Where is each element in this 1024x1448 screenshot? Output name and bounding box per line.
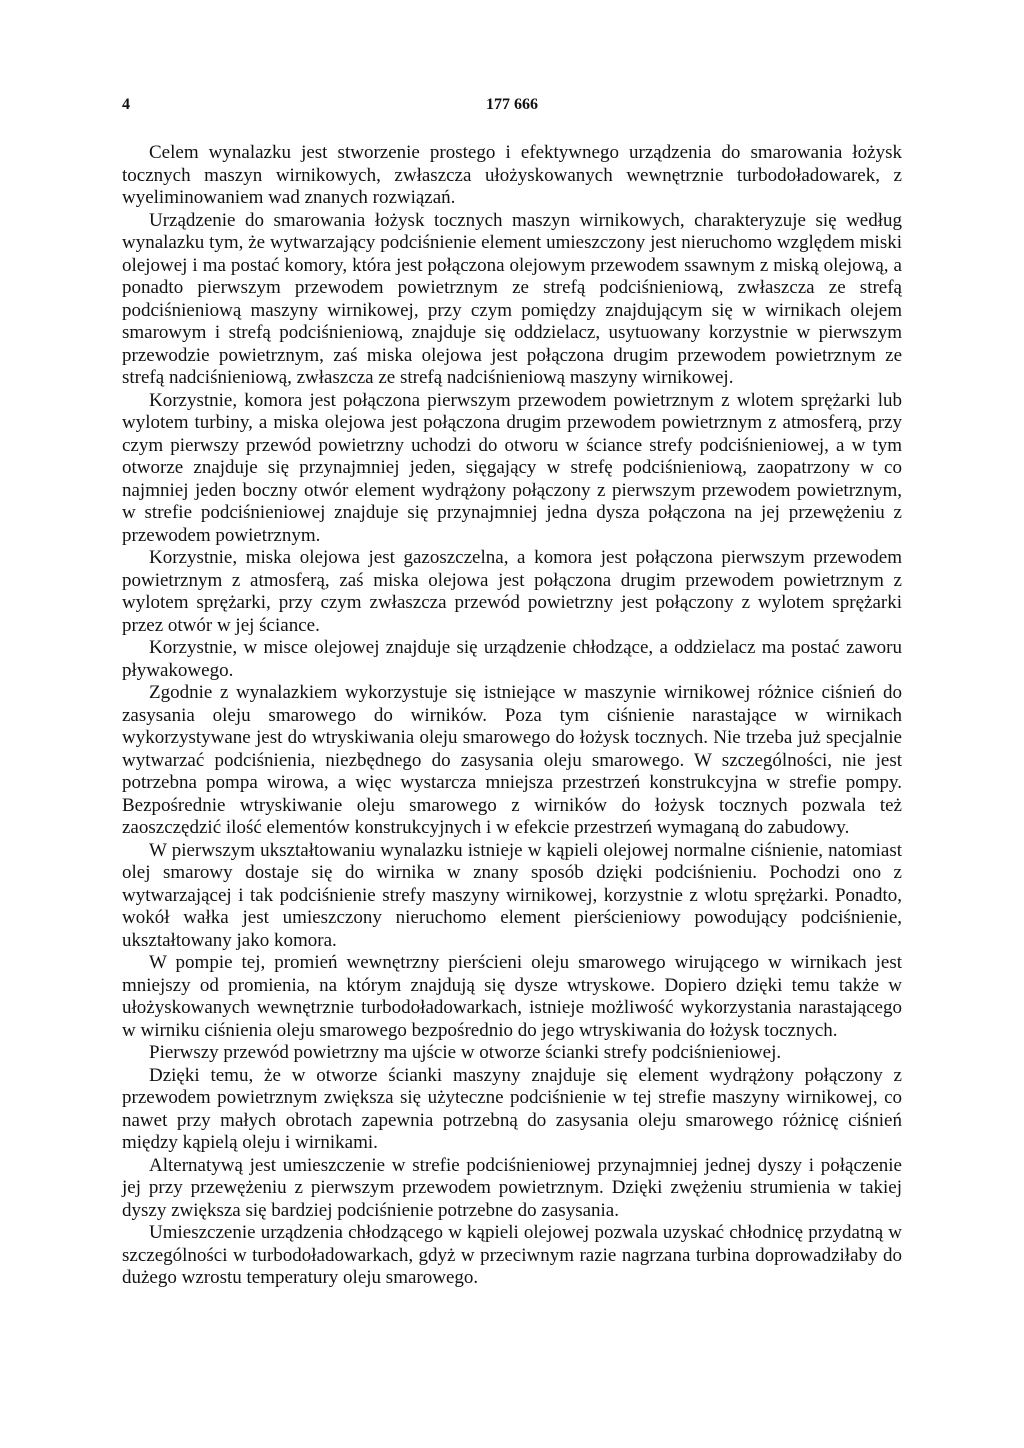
paragraph-8: W pompie tej, promień wewnętrzny pierścieni oleju smarowego wirującego w wirnikach jest mniejszy od promienia, na którym znajdują się dysze wtryskowe. Dopiero dzięki temu także w ułożyskowanych wewnętrznie turbodoładowarkach, istnieje możliwość wykorzystania narastającego w wirniku ciśnienia oleju smarowego bezpośrednio do jego wtryskiwania do łożysk tocznych. — [122, 952, 902, 1041]
paragraph-5: Korzystnie, w misce olejowej znajduje się urządzenie chłodzące, a oddzielacz ma postać zaworu pływakowego. — [122, 637, 902, 681]
paragraph-9: Pierwszy przewód powietrzny ma ujście w otworze ścianki strefy podciśnieniowej. — [149, 1042, 782, 1063]
paragraph-6: Zgodnie z wynalazkiem wykorzystuje się istniejące w maszynie wirnikowej różnice ciśnień do zasysania oleju smarowego do wirników. Poza tym ciśnienie narastające w wirnikach wykorzystywane jest do wtryskiwania oleju smarowego do łożysk tocznych. Nie trzeba już specjalnie wytwarzać podciśnienia, niezbędnego do zasysania oleju smarowego. W szczególności, nie jest potrzebna pompa wirowa, a więc wystarcza mniejsza przestrzeń konstrukcyjna w strefie pompy. Bezpośrednie wtryskiwanie oleju smarowego z wirników do łożysk tocznych pozwala też zaoszczędzić ilość elementów konstrukcyjnych i w efekcie przestrzeń wymaganą do zabudowy. — [122, 682, 902, 838]
paragraph-12: Umieszczenie urządzenia chłodzącego w kąpieli olejowej pozwala uzyskać chłodnicę przydatną w szczególności w turbodoładowarkach, gdyż w przeciwnym razie nagrzana turbina doprowadziłaby do dużego wzrostu temperatury oleju smarowego. — [122, 1222, 902, 1288]
paragraph-4: Korzystnie, miska olejowa jest gazoszczelna, a komora jest połączona pierwszym przewodem powietrznym z atmosferą, zaś miska olejowa jest połączona drugim przewodem powietrznym z wylotem sprężarki, przy czym zwłaszcza przewód powietrzny jest połączony z wylotem sprężarki przez otwór w jej ściance. — [122, 547, 902, 636]
document-body — [122, 142, 902, 1290]
paragraph-11: Alternatywą jest umieszczenie w strefie podciśnieniowej przynajmniej jednej dyszy i połączenie jej przy przewężeniu z pierwszym przewodem powietrznym. Dzięki zwężeniu strumienia w takiej dyszy zwiększa się bardziej podciśnienie potrzebne do zasysania. — [122, 1154, 902, 1221]
page-header — [122, 96, 902, 120]
document-number: 177 666 — [486, 96, 538, 113]
paragraph-1: Celem wynalazku jest stworzenie prostego i efektywnego urządzenia do smarowania łożysk tocznych maszyn wirnikowych, zwłaszcza ułożyskowanych wewnętrznie turbodoładowarek, z wyeliminowaniem wad znanych rozwiązań. — [122, 142, 902, 208]
paragraph-3: Korzystnie, komora jest połączona pierwszym przewodem powietrznym z wlotem sprężarki lub wylotem turbiny, a miska olejowa jest połączona drugim przewodem powietrznym z atmosferą, przy czym pierwszy przewód powietrzny uchodzi do otworu w ściance strefy podciśnieniowej, a w tym otworze znajduje się przynajmniej jeden, sięgający w strefę podciśnieniową, zaopatrzony w co najmniej jeden boczny otwór element wydrążony połączony z pierwszym przewodem powietrznym, w strefie podciśnieniowej znajduje się przynajmniej jedna dysza połączona na jej przewężeniu z przewodem powietrznym. — [122, 389, 902, 546]
paragraph-2: Urządzenie do smarowania łożysk tocznych maszyn wirnikowych, charakteryzuje się według wynalazku tym, że wytwarzający podciśnienie element umieszczony jest nieruchomo względem miski olejowej i ma postać komory, która jest połączona olejowym przewodem ssawnym z miską olejową, a ponadto pierwszym przewodem powietrznym ze strefą podciśnieniową, zwłaszcza ze strefą podciśnieniową maszyny wirnikowej, przy czym pomiędzy znajdującym się w wirnikach olejem smarowym i strefą podciśnieniową, znajduje się oddzielacz, usytuowany korzystnie w pierwszym przewodzie powietrznym, zaś miska olejowa jest połączona drugim przewodem powietrznym ze strefą nadciśnieniową, zwłaszcza ze strefą nadciśnieniową maszyny wirnikowej. — [122, 209, 902, 388]
paragraph-10: Dzięki temu, że w otworze ścianki maszyny znajduje się element wydrążony połączony z przewodem powietrznym zwiększa się użyteczne podciśnienie w tej strefie maszyny wirnikowej, co nawet przy małych obrotach zapewnia potrzebną do zasysania oleju smarowego różnicę ciśnień między kąpielą oleju i wirnikami. — [122, 1064, 902, 1153]
page-number: 4 — [122, 96, 130, 113]
paragraph-7: W pierwszym ukształtowaniu wynalazku istnieje w kąpieli olejowej normalne ciśnienie, natomiast olej smarowy dostaje się do wirnika w znany sposób dzięki podciśnieniu. Pochodzi ono z wytwarzającej i tak podciśnienie strefy maszyny wirnikowej, korzystnie z wlotu sprężarki. Ponadto, wokół wałka jest umieszczony nieruchomo element pierścieniowy powodujący podciśnienie, ukształtowany jako komora. — [122, 839, 902, 951]
